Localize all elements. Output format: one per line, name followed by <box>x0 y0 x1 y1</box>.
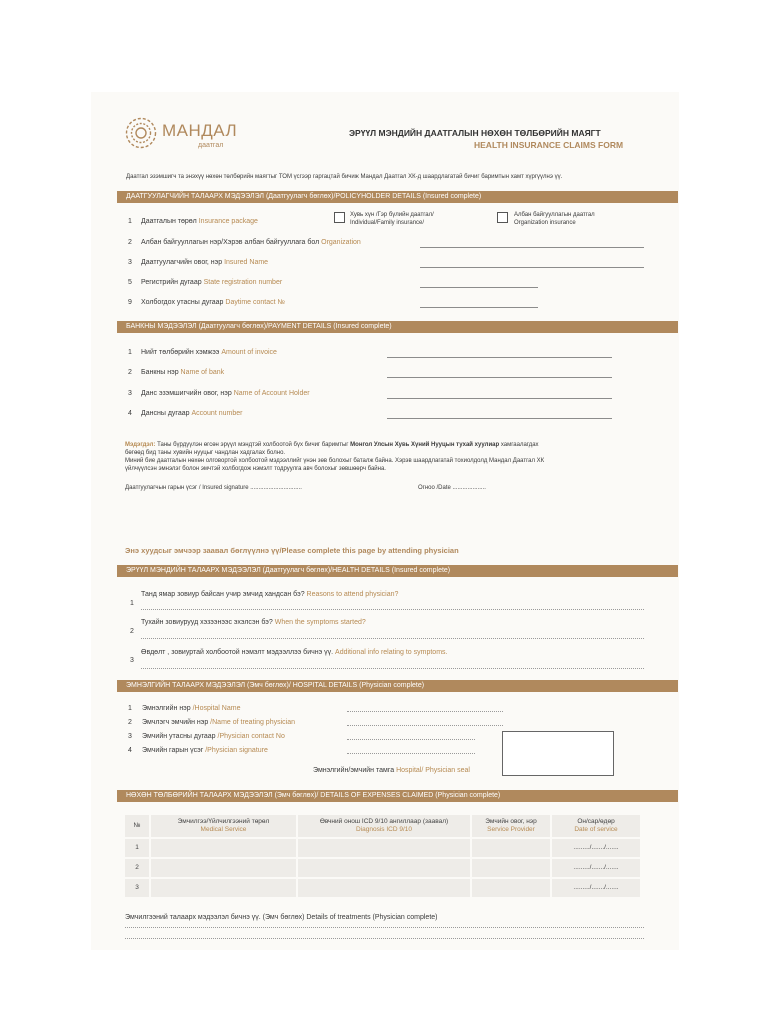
col-label-mn: Он/сар/өдөр <box>577 818 615 825</box>
diagnosis-cell[interactable] <box>298 859 470 877</box>
label-en: /Physician signature <box>205 747 268 754</box>
mandal-logo-icon <box>124 116 158 150</box>
insured-signature-field[interactable]: Даатгуулагчын гарын үсэг / Insured signature ............................... <box>125 485 302 491</box>
table-row <box>125 839 640 857</box>
row-num: 3 <box>130 657 134 664</box>
question-label <box>141 648 447 657</box>
label-mn: Даатгуулагчийн овог, нэр <box>141 259 223 266</box>
section-header-payment: БАНКНЫ МЭДЭЭЛЭЛ (Даатгуулагч бөглөх)/PAYMENT DETAILS (Insured complete) <box>117 321 678 333</box>
row-label <box>142 732 285 741</box>
date-cell[interactable]: ........./......./....... <box>552 879 640 897</box>
row-num: 1 <box>128 705 132 712</box>
row-label <box>141 298 285 307</box>
label-mn: Дансны дугаар <box>141 410 190 417</box>
service-provider-cell[interactable] <box>472 839 550 857</box>
label-mn: Албан байгууллагын нэр/Хэрэв албан байгууллага бол <box>141 239 320 246</box>
option-label: Individual/Family insurance/ <box>350 220 425 226</box>
seal-box[interactable] <box>502 731 614 776</box>
label-en: State registration number <box>203 279 283 286</box>
section-header-hospital: ЭМНЭЛГИЙН ТАЛААРХ МЭДЭЭЛЭЛ (Эмч бөглөх)/ HOSPITAL DETAILS (Physician complete) <box>117 680 678 692</box>
notice-line-4: үйлчүүлсэн эмнэлэг болон эмчтэй холбогдож нэмэлт тодруулга авч болохыг зөвшөөрч байна. <box>125 466 386 472</box>
expenses-table <box>123 813 642 899</box>
label-en: Name of Account Holder <box>233 390 310 397</box>
label-mn: Регистрийн дугаар <box>141 279 202 286</box>
medical-service-cell[interactable] <box>151 839 296 857</box>
row-label <box>142 718 295 727</box>
organization-insurance-checkbox[interactable] <box>497 212 508 223</box>
physician-contact-line[interactable] <box>347 739 475 740</box>
row-number: 2 <box>125 859 149 877</box>
intro-text: Даатгал эзэмшигч та энэхүү нөхөн төлбөрийн маягтыг ТОМ үсгээр гаргацтай бичиж Мандал Даатгал ХК-д шаардлагатай бичиг баримтын хамт хүргүүлнэ үү. <box>126 174 563 180</box>
label-mn: Танд ямар зовиур байсан учир эмчид хандсан бэ? <box>141 591 305 598</box>
label-mn: Нийт төлбөрийн хэмжээ <box>141 349 220 356</box>
date-cell[interactable]: ........./......./....... <box>552 839 640 857</box>
row-label <box>141 217 258 226</box>
column-header <box>472 815 550 837</box>
label-mn: Эмнэлгийн/эмчийн тамга <box>313 767 395 774</box>
diagnosis-cell[interactable] <box>298 839 470 857</box>
label-en: Amount of invoice <box>221 349 277 356</box>
column-header <box>125 815 149 837</box>
label-en: Organization <box>321 239 361 246</box>
notice-text: Таны бүрдүүлэн өгсөн эрүүл мэндтэй холбоотой бүх бичиг баримтыг <box>155 442 349 448</box>
row-label <box>141 238 361 247</box>
medical-service-cell[interactable] <box>151 859 296 877</box>
additional-info-answer-line[interactable] <box>141 668 644 669</box>
label-en: Insurance package <box>198 218 258 225</box>
row-num: 4 <box>128 410 132 417</box>
table-row <box>125 859 640 877</box>
row-label <box>141 348 277 357</box>
row-label <box>142 746 268 755</box>
section-header-expenses: НӨХӨН ТӨЛБӨРИЙН ТАЛААРХ МЭДЭЭЛЭЛ (Эмч бөглөх)/ DETAILS OF EXPENSES CLAIMED (Physician complete) <box>117 790 678 802</box>
registration-input-line[interactable] <box>420 287 538 288</box>
table-header-row <box>125 815 640 837</box>
label-en: Reasons to attend physician? <box>306 591 399 598</box>
label-en: When the symptoms started? <box>274 619 366 626</box>
column-header <box>552 815 640 837</box>
row-label <box>141 258 268 267</box>
individual-insurance-checkbox[interactable] <box>334 212 345 223</box>
notice-line-2: бөгөөд бид таны хувийн нууцыг чандлан хадгалах болно. <box>125 450 286 456</box>
row-num: 1 <box>128 218 132 225</box>
form-title-en: HEALTH INSURANCE CLAIMS FORM <box>474 140 624 150</box>
row-num: 1 <box>128 349 132 356</box>
amount-input-line[interactable] <box>387 357 612 358</box>
label-en: Account number <box>191 410 243 417</box>
treatment-details-label: Эмчилгээний талаарх мэдээлэл бичнэ үү. (Эмч бөглөх) Details of treatments (Physician complete) <box>125 914 438 921</box>
label-mn: Тухайн зовиурууд хэзээнээс эхэлсэн бэ? <box>141 619 273 626</box>
label-mn: Даатгалын төрөл <box>141 218 197 225</box>
label-en: /Hospital Name <box>192 705 241 712</box>
label-mn: Холбогдох утасны дугаар <box>141 299 224 306</box>
form-title-mn: ЭРҮҮЛ МЭНДИЙН ДААТГАЛЫН НӨХӨН ТӨЛБӨРИЙН МАЯГТ <box>349 128 601 138</box>
label-mn: Эмчийн утасны дугаар <box>142 733 216 740</box>
row-number: 1 <box>125 839 149 857</box>
row-num: 2 <box>128 239 132 246</box>
label-mn: Өвдөлт , зовиуртай холбоотой нэмэлт мэдээллээ бичнэ үү. <box>141 649 334 656</box>
col-label-en: Medical Service <box>200 826 247 833</box>
label-mn: Банкны нэр <box>141 369 179 376</box>
row-num: 5 <box>128 279 132 286</box>
row-label <box>141 368 224 377</box>
physician-signature-line[interactable] <box>347 753 475 754</box>
treatment-details-line[interactable] <box>125 927 644 928</box>
row-num: 4 <box>128 747 132 754</box>
col-label-en: Service Provider <box>487 826 535 833</box>
logo-subtext: даатгал <box>198 142 224 149</box>
seal-label <box>313 766 470 775</box>
table-row <box>125 879 640 897</box>
row-num: 3 <box>128 390 132 397</box>
notice-label: Мэдэгдэл: <box>125 442 156 448</box>
account-number-input-line[interactable] <box>387 418 612 419</box>
reasons-answer-line[interactable] <box>141 609 644 610</box>
option-label: Хувь хүн /Гэр бүлийн даатгал/ <box>350 212 434 218</box>
symptoms-start-answer-line[interactable] <box>141 638 644 639</box>
account-holder-input-line[interactable] <box>387 398 612 399</box>
row-num: 9 <box>128 299 132 306</box>
label-en: Name of bank <box>180 369 225 376</box>
row-label <box>141 278 282 287</box>
question-label <box>141 590 398 599</box>
bank-name-input-line[interactable] <box>387 377 612 378</box>
service-provider-cell[interactable] <box>472 879 550 897</box>
row-number: 3 <box>125 879 149 897</box>
col-label-mn: Эмчийн овог, нэр <box>485 818 537 825</box>
physician-instruction: Энэ хуудсыг эмчээр заавал бөглүүлнэ үү/Please complete this page by attending physician <box>125 546 459 555</box>
column-header <box>298 815 470 837</box>
notice-bold: Монгол Улсын Хувь Хүний Нууцын тухай хуулиар <box>348 442 500 448</box>
logo-text: МАНДАЛ <box>162 121 238 140</box>
col-label-mn: Өвчний онош ICD 9/10 ангиллаар (заавал) <box>319 818 449 825</box>
option-label: Organization insurance <box>514 220 576 226</box>
section-header-health: ЭРҮҮЛ МЭНДИЙН ТАЛААРХ МЭДЭЭЛЭЛ (Даатгуулагч бөглөх)/HEALTH DETAILS (Insured complete) <box>117 565 678 577</box>
treatment-details-line[interactable] <box>125 938 644 939</box>
row-num: 3 <box>128 733 132 740</box>
service-provider-cell[interactable] <box>472 859 550 877</box>
label-en: Insured Name <box>224 259 269 266</box>
question-label <box>141 618 366 627</box>
row-num: 2 <box>130 628 134 635</box>
label-mn: Эмчлэгч эмчийн нэр <box>142 719 209 726</box>
notice-line-1 <box>125 441 539 449</box>
date-cell[interactable]: ........./......./....... <box>552 859 640 877</box>
physician-name-line[interactable] <box>347 725 503 726</box>
label-en: Daytime contact № <box>225 299 286 306</box>
insured-name-input-line[interactable] <box>420 267 644 268</box>
row-label <box>142 704 240 713</box>
organization-input-line[interactable] <box>420 247 644 248</box>
label-en: Hospital/ Physician seal <box>396 767 470 774</box>
col-label-en: Diagnosis ICD 9/10 <box>356 826 412 833</box>
label-mn: Данс эзэмшигчийн овог, нэр <box>141 390 232 397</box>
row-num: 2 <box>128 369 132 376</box>
notice-text: хамгаалагдах <box>499 442 539 448</box>
label-en: /Physician contact No <box>217 733 285 740</box>
row-num: 2 <box>128 719 132 726</box>
col-label-en: Date of service <box>574 826 618 833</box>
col-label-mn: № <box>133 822 141 829</box>
date-field[interactable]: Огноо /Date .................... <box>418 485 486 491</box>
notice-line-3: Миний бие даатгалын нөхөн олговортой холбоотой мэдээллийг үнэн зөв болохыг баталж байна. Хэрэв шаардлагатай тохиолдолд Мандал Даатгал ХК <box>125 458 545 464</box>
row-label <box>141 409 242 418</box>
col-label-mn: Эмчилгээ/Үйлчилгээний төрөл <box>177 818 270 825</box>
label-en: /Name of treating physician <box>210 719 295 726</box>
section-header-policyholder: ДААТГУУЛАГЧИЙН ТАЛААРХ МЭДЭЭЛЭЛ (Даатгуулагч бөглөх)/POLICYHOLDER DETAILS (Insured complete) <box>117 191 678 203</box>
column-header <box>151 815 296 837</box>
row-num: 1 <box>130 600 134 607</box>
label-mn: Эмнэлгийн нэр <box>142 705 191 712</box>
hospital-name-line[interactable] <box>347 711 503 712</box>
row-num: 3 <box>128 259 132 266</box>
contact-input-line[interactable] <box>420 307 538 308</box>
label-mn: Эмчийн гарын үсэг <box>142 747 204 754</box>
diagnosis-cell[interactable] <box>298 879 470 897</box>
label-en: Additional info relating to symptoms. <box>335 649 448 656</box>
row-label <box>141 389 310 398</box>
option-label: Албан байгууллагын даатгал <box>514 212 595 218</box>
medical-service-cell[interactable] <box>151 879 296 897</box>
